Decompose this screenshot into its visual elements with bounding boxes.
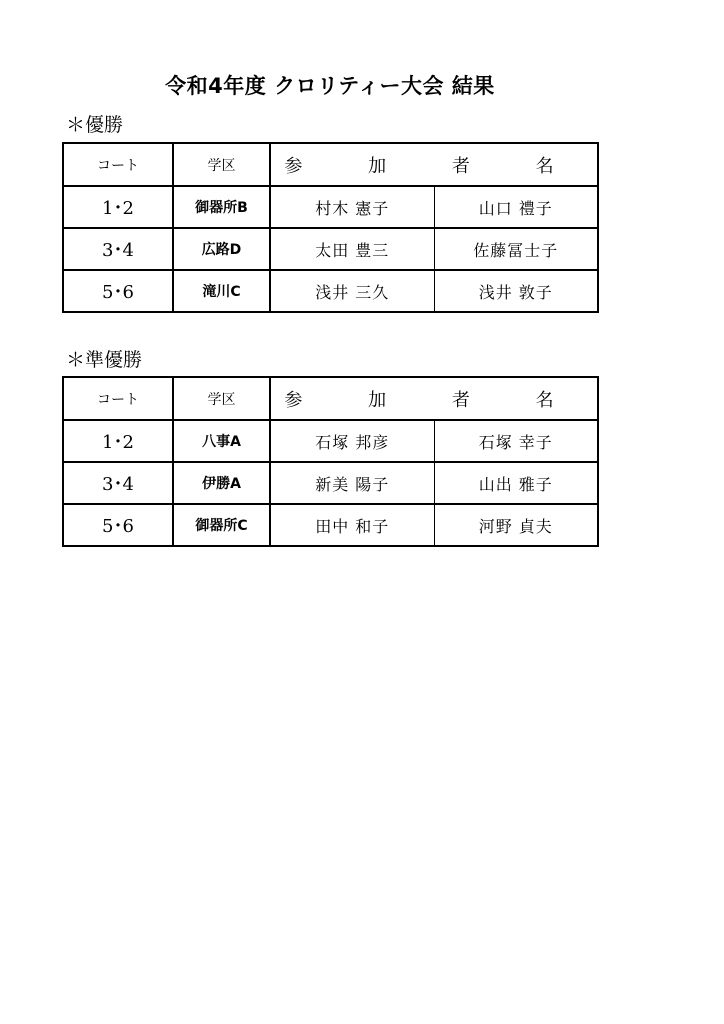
court-cell: 1･2 xyxy=(63,186,173,228)
section-label-winner: ＊優勝 xyxy=(66,114,124,136)
district-cell: 八事A xyxy=(173,420,270,462)
header-participants: 参 加 者 名 xyxy=(270,377,598,420)
participant-1-cell: 村木 憲子 xyxy=(270,186,434,228)
participant-2-cell: 山口 禮子 xyxy=(434,186,598,228)
table-row xyxy=(63,270,598,312)
table-row xyxy=(63,462,598,504)
winner-table xyxy=(62,142,599,313)
header-court: コート xyxy=(63,143,173,186)
table-row xyxy=(63,420,598,462)
table-header-row xyxy=(63,143,598,186)
page-title: 令和4年度 クロリティー大会 結果 xyxy=(165,74,495,98)
court-cell: 1･2 xyxy=(63,420,173,462)
participant-2-cell: 石塚 幸子 xyxy=(434,420,598,462)
table-row xyxy=(63,186,598,228)
table-row xyxy=(63,504,598,546)
participant-1-cell: 石塚 邦彦 xyxy=(270,420,434,462)
court-cell: 5･6 xyxy=(63,504,173,546)
district-cell: 滝川C xyxy=(173,270,270,312)
section-label-runner-up: ＊準優勝 xyxy=(66,349,143,371)
table-header-row xyxy=(63,377,598,420)
participant-1-cell: 太田 豊三 xyxy=(270,228,434,270)
court-cell: 3･4 xyxy=(63,462,173,504)
participant-1-cell: 新美 陽子 xyxy=(270,462,434,504)
court-cell: 5･6 xyxy=(63,270,173,312)
district-cell: 御器所B xyxy=(173,186,270,228)
district-cell: 伊勝A xyxy=(173,462,270,504)
header-district: 学区 xyxy=(173,377,270,420)
participant-1-cell: 浅井 三久 xyxy=(270,270,434,312)
participant-2-cell: 浅井 敦子 xyxy=(434,270,598,312)
header-participants: 参 加 者 名 xyxy=(270,143,598,186)
district-cell: 広路D xyxy=(173,228,270,270)
court-cell: 3･4 xyxy=(63,228,173,270)
header-district: 学区 xyxy=(173,143,270,186)
runner-up-table xyxy=(62,376,599,547)
district-cell: 御器所C xyxy=(173,504,270,546)
table-row xyxy=(63,228,598,270)
participant-2-cell: 山出 雅子 xyxy=(434,462,598,504)
header-court: コート xyxy=(63,377,173,420)
participant-1-cell: 田中 和子 xyxy=(270,504,434,546)
participant-2-cell: 河野 貞夫 xyxy=(434,504,598,546)
participant-2-cell: 佐藤冨士子 xyxy=(434,228,598,270)
